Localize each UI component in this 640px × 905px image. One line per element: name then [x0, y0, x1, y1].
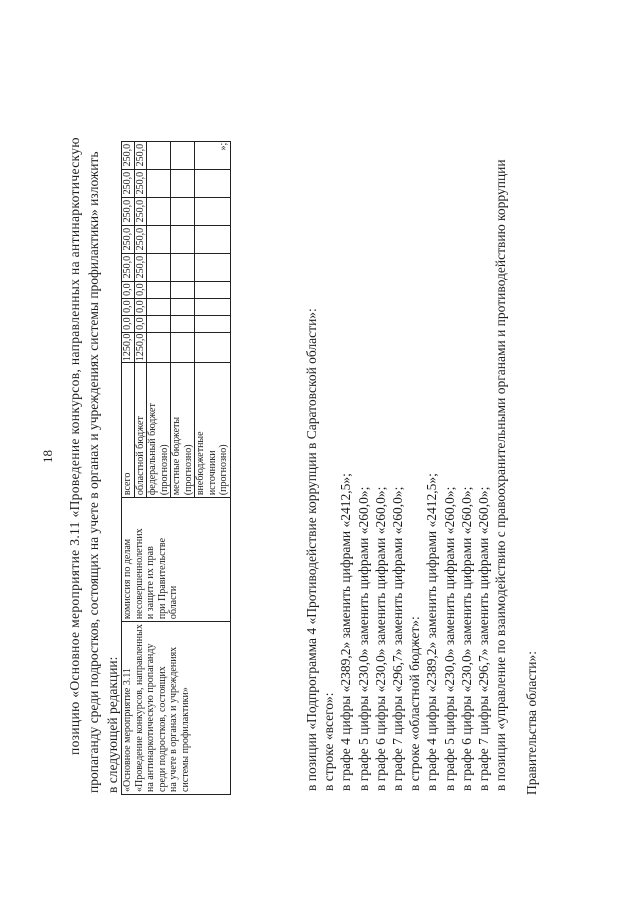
value-cell: [147, 315, 171, 332]
amendment-line: в графе 7 цифры «296,7» заменить цифрами «260,0»;: [476, 486, 492, 791]
activity-line: на антинаркотическую пропаганду: [145, 643, 156, 792]
value-cell: [171, 298, 195, 315]
source-line: внебюджетные: [195, 431, 206, 496]
value-cell: 250,0: [134, 169, 147, 197]
value-cell: [195, 197, 231, 225]
value-cell: [171, 141, 195, 169]
activity-cell: [122, 622, 231, 795]
amendment-line: в графе 5 цифры «230,0» заменить цифрами «260,0»;: [441, 486, 457, 791]
value-cell: [171, 225, 195, 253]
activity-line: на учете в органах и учреждениях: [168, 646, 179, 792]
amendment-line: в графе 6 цифры «230,0» заменить цифрами «260,0»;: [458, 486, 474, 791]
amendment-line: в графе 4 цифры «2389,2» заменить цифрами «2412,5»;: [338, 473, 354, 791]
value-cell: 1250,0: [122, 333, 133, 362]
value-cell: [195, 332, 231, 363]
value-cell: [171, 169, 195, 197]
activity-line: «Проведение конкурсов, направленных: [133, 624, 145, 792]
source-line: (прогнозно): [182, 444, 194, 496]
executor-cell: [122, 498, 231, 622]
value-cell: [171, 332, 195, 363]
source-line: местные бюджеты: [171, 416, 182, 496]
value-cell: 0,0: [134, 298, 147, 315]
executor-line: комиссия по делам: [122, 538, 133, 620]
value-cell: [195, 169, 231, 197]
value-cell: [147, 225, 171, 253]
value-cell: [147, 197, 171, 225]
value-cell: [147, 298, 171, 315]
value-cell: [147, 141, 171, 169]
source-line: федеральный бюджет: [147, 403, 158, 496]
source-cell: [171, 363, 195, 498]
page-number: 18: [40, 450, 55, 463]
value-cell: 0,0: [122, 298, 135, 315]
executor-line: и защите их прав: [145, 546, 156, 620]
value-cell: 1250,0: [134, 333, 146, 362]
closing-line: Правительства области»:: [524, 651, 539, 795]
intro-line: пропаганду среди подростков, состоящих на учете в органах и учреждениях системы профилактики» изложить: [86, 151, 101, 793]
value-cell: 250,0: [134, 197, 147, 225]
amendment-line: в строке «всего»:: [321, 692, 337, 791]
intro-paragraph: [65, 33, 122, 793]
value-cell: 0,0: [134, 315, 147, 332]
value-cell: 250,0: [134, 253, 147, 281]
amendment-line: в строке «областной бюджет»:: [407, 616, 423, 791]
value-cell: [147, 169, 171, 197]
value-cell: [171, 253, 195, 281]
source-cell: [122, 363, 135, 498]
table-row: [122, 141, 135, 794]
amendment-line: в позиции «Подпрограмма 4 «Противодействие коррупции в Саратовской области»:: [304, 308, 319, 791]
source-cell: [134, 363, 147, 498]
value-cell: [195, 141, 231, 169]
value-cell: [147, 253, 171, 281]
value-cell: 250,0: [122, 169, 135, 197]
activity-line: системы профилактики»: [179, 687, 191, 792]
value-cell: [171, 197, 195, 225]
amendment-line: в графе 7 цифры «296,7» заменить цифрами «260,0»;: [390, 486, 406, 791]
value-cell: 250,0: [122, 197, 135, 225]
value-cell: 250,0: [134, 225, 147, 253]
source-cell: [147, 363, 171, 498]
value-cell: 250,0: [134, 141, 147, 169]
value-cell: [195, 281, 231, 298]
amendment-line: в графе 5 цифры «230,0» заменить цифрами «260,0»;: [355, 486, 371, 791]
value-cell: [171, 281, 195, 298]
closing-quote: »;: [218, 142, 229, 151]
source-cell: [195, 363, 231, 498]
source-line: (прогнозно): [158, 444, 170, 496]
intro-line: в следующей редакции:: [105, 656, 120, 793]
funding-table: [121, 141, 231, 795]
value-cell: [147, 281, 171, 298]
value-cell: 0,0: [134, 281, 147, 298]
value-cell: [195, 298, 231, 315]
amendment-list: [303, 35, 509, 795]
value-cell: [195, 253, 231, 281]
source-line: (прогнозно): [218, 444, 229, 496]
value-cell: [171, 315, 195, 332]
source-line: всего: [122, 472, 133, 496]
amendment-line: в позиции «управление по взаимодействию с правоохранительными органами и противодействию коррупции: [493, 159, 509, 791]
value-cell: [147, 332, 171, 363]
executor-line: области: [168, 585, 179, 620]
amendment-line: в графе 4 цифры «2389,2» заменить цифрами «2412,5»;: [424, 473, 440, 791]
executor-line: несовершеннолетних: [133, 528, 145, 620]
value-cell: 250,0: [122, 141, 135, 169]
intro-line: позицию «Основное мероприятие 3.11 «Проведение конкурсов, направленных на антинаркотическую: [67, 137, 82, 755]
value-cell: 250,0: [122, 253, 135, 281]
activity-line: среди подростков, состоящих: [156, 666, 168, 792]
value-cell: 0,0: [122, 281, 135, 298]
source-line: областной бюджет: [134, 416, 146, 496]
source-line: источники: [206, 450, 218, 496]
amendment-line: в графе 6 цифры «230,0» заменить цифрами «260,0»;: [372, 486, 388, 791]
activity-line: «Основное мероприятие 3.11: [122, 667, 133, 792]
value-cell: [195, 225, 231, 253]
value-cell: 0,0: [122, 315, 135, 332]
executor-line: при Правительстве: [156, 537, 168, 620]
value-cell: 250,0: [122, 225, 135, 253]
value-cell: [195, 315, 231, 332]
